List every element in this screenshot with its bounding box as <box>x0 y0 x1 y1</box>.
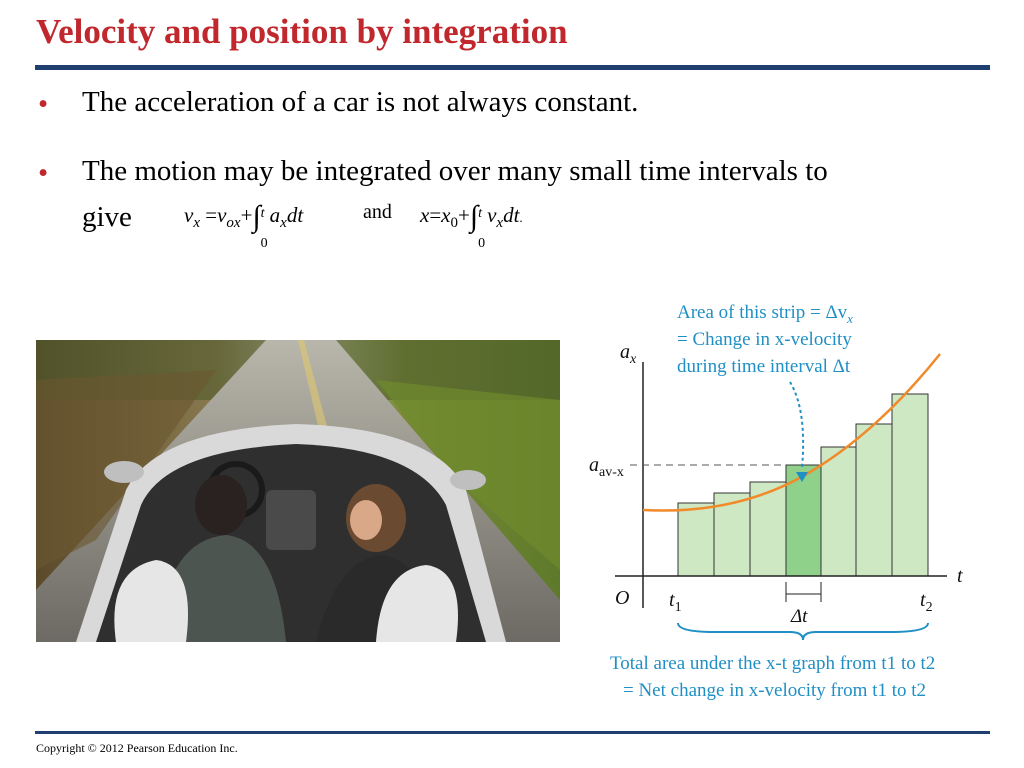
strip-area-callout-line2: = Change in x-velocity <box>677 329 852 350</box>
t1-label: $t_1$ <box>669 589 682 615</box>
delta-t-label: Δt <box>791 606 808 627</box>
t2-label: $t_2$ <box>920 589 933 615</box>
x-axis-label: t <box>957 565 963 587</box>
bullet-text-2: The motion may be integrated over many small time intervals to <box>82 155 828 187</box>
copyright-notice: Copyright © 2012 Pearson Education Inc. <box>36 741 238 755</box>
origin-label: O <box>615 587 630 609</box>
position-integral-equation: $x=x_0+\int$ t 0 $v_xdt$. <box>420 200 523 251</box>
title-divider <box>35 65 990 70</box>
bullet-marker-2: • <box>38 157 49 189</box>
total-area-caption-line1: Total area under the x-t graph from t1 to t2 <box>610 653 936 674</box>
equation-connector: and <box>363 201 392 223</box>
footer-divider <box>35 731 990 734</box>
bullet-marker-1: • <box>38 88 49 120</box>
bullet-text-2-cont: give <box>82 201 132 233</box>
strip-area-callout-line1: Area of this strip = $\Delta v_x$ <box>677 302 853 326</box>
slide-title: Velocity and position by integration <box>36 12 568 51</box>
convertible-car-photo <box>36 340 560 642</box>
y-axis-label: $a_x$ <box>620 341 637 367</box>
acceleration-time-graph <box>585 290 1015 710</box>
velocity-integral-equation: $v_x =v_{ox}+\int$ t 0 $a_xdt$ <box>184 200 304 251</box>
bullet-text-1: The acceleration of a car is not always constant. <box>82 86 639 118</box>
average-accel-label: $a_{av-x}$ <box>589 454 624 480</box>
strip-area-callout-line3: during time interval Δt <box>677 356 851 377</box>
total-area-caption-line2: = Net change in x-velocity from t1 to t2 <box>623 680 927 701</box>
